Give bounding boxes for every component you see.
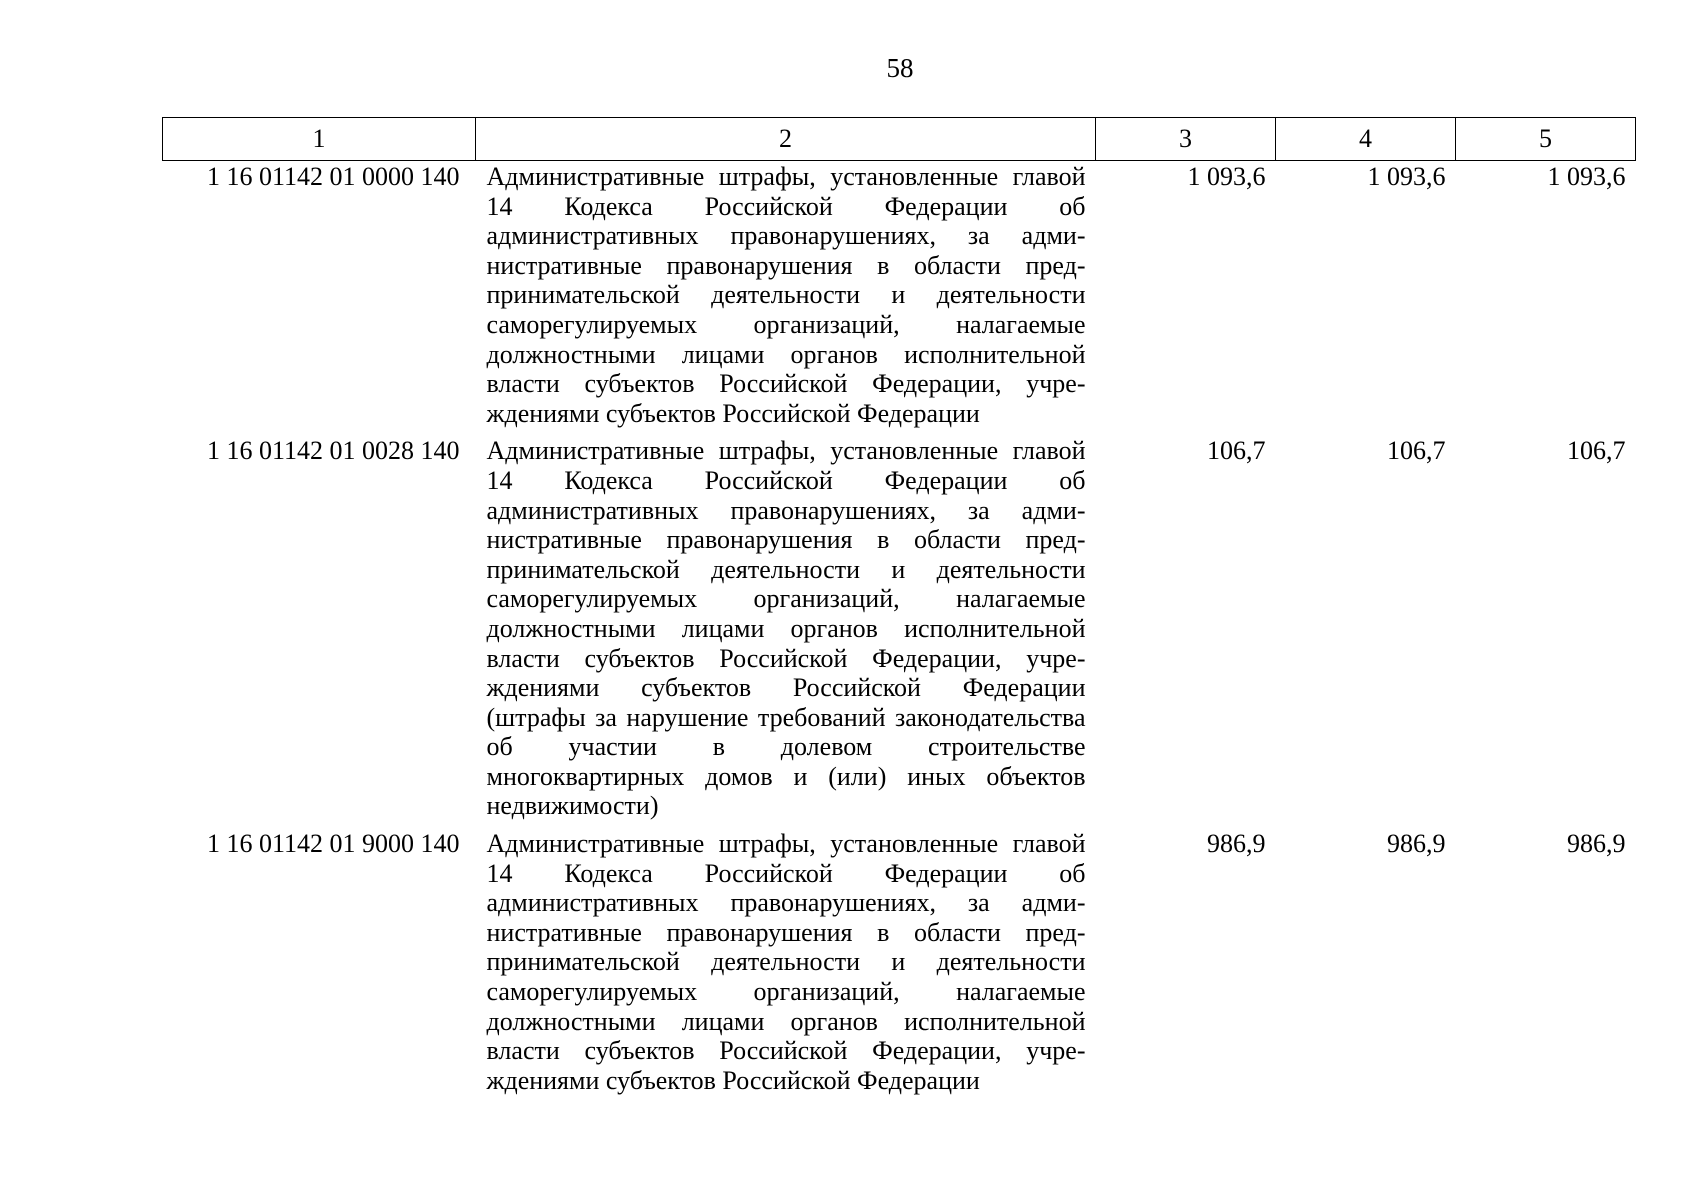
revenue-description: Административные штрафы, установленные главой 14 Кодекса Российской Федерации об административных правонарушениях, за административные правонарушения в области предпринимательской деятельности и деятельности саморегулируемых организаций, налагаемые должностными лицами органов исполнительной власти субъектов Российской Федерации, учреждениями субъектов Российской Федерации (штрафы за нарушение требований законодательства об участии в долевом строительстве многоквартирных домов и (или) иных объектов недвижимости) <box>486 436 1086 821</box>
budget-table <box>162 117 1636 1102</box>
header-col-5: 5 <box>1456 118 1636 161</box>
amount-col-4: 986,9 <box>1387 829 1446 859</box>
amount-col-4: 1 093,6 <box>1367 162 1446 191</box>
amount-col-3: 1 093,6 <box>1187 162 1266 191</box>
table-row <box>163 435 1636 828</box>
table-row <box>163 828 1636 1102</box>
budget-code: 1 16 01142 01 0000 140 <box>206 162 460 191</box>
budget-code: 1 16 01142 01 9000 140 <box>206 829 460 859</box>
header-col-4: 4 <box>1276 118 1456 161</box>
table-header <box>163 118 1636 161</box>
header-col-1: 1 <box>163 118 476 161</box>
amount-col-5: 986,9 <box>1567 829 1626 859</box>
table-body <box>163 161 1636 1103</box>
table-row <box>163 161 1636 436</box>
revenue-description: Административные штрафы, установленные главой 14 Кодекса Российской Федерации об административных правонарушениях, за административные правонарушения в области предпринимательской деятельности и деятельности саморегулируемых организаций, налагаемые должностными лицами органов исполнительной власти субъектов Российской Федерации, учреждениями субъектов Российской Федерации <box>486 162 1086 428</box>
amount-col-5: 106,7 <box>1567 436 1626 466</box>
revenue-description: Административные штрафы, установленные главой 14 Кодекса Российской Федерации об административных правонарушениях, за административные правонарушения в области предпринимательской деятельности и деятельности саморегулируемых организаций, налагаемые должностными лицами органов исполнительной власти субъектов Российской Федерации, учреждениями субъектов Российской Федерации <box>486 829 1086 1095</box>
header-col-3: 3 <box>1096 118 1276 161</box>
amount-col-3: 106,7 <box>1207 436 1266 466</box>
amount-col-5: 1 093,6 <box>1547 162 1626 191</box>
budget-code: 1 16 01142 01 0028 140 <box>206 436 460 466</box>
amount-col-4: 106,7 <box>1387 436 1446 466</box>
amount-col-3: 986,9 <box>1207 829 1266 859</box>
page-number: 58 <box>886 53 914 83</box>
header-col-2: 2 <box>476 118 1096 161</box>
header-row <box>163 118 1636 161</box>
